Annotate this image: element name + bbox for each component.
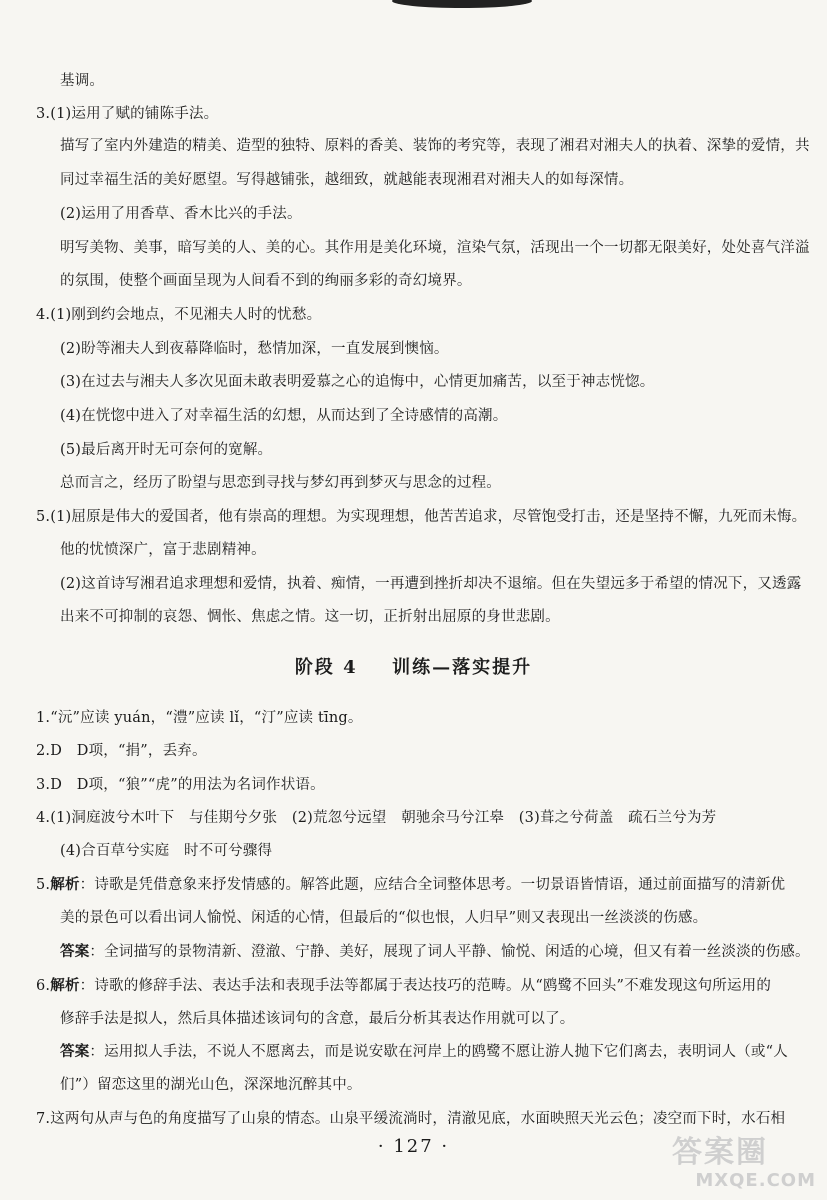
answer-3: 3.D D项，“狼”“虎”的用法为名词作状语。	[36, 777, 325, 793]
question-3-heading: 3.(1)运用了赋的铺陈手法。	[36, 106, 219, 122]
question-5-heading: 5.(1)屈原是伟大的爱国者，他有崇高的理想。为实现理想，他苦苦追求，尽管饱受打击，还是坚持不懈，九死而未悔。	[36, 509, 807, 525]
q6-answer	[60, 1042, 788, 1062]
q6-analysis: 6.解析：诗歌的修辞手法、表达手法和表现手法等都属于表达技巧的范畴。从“鸥鹭不回头”不难发现这句所运用的	[36, 977, 772, 994]
analysis-label: 解析	[50, 977, 80, 994]
answer-7: 7.这两句从声与色的角度描写了山泉的情态。山泉平缓流淌时，清澈见底，水面映照天光云色；凌空而下时，水石相	[36, 1111, 786, 1127]
text-line: 总而言之，经历了盼望与思恋到寻找与梦幻再到梦灭与思念的过程。	[60, 475, 501, 491]
text-line: 基调。	[60, 73, 105, 89]
q5-answer	[60, 942, 810, 962]
q5-analysis: 5.解析：诗歌是凭借意象来抒发情感的。解答此题，应结合全词整体思考。一切景语皆情语，通过前面描写的清新优	[36, 876, 786, 893]
answer-2: 2.D D项，“捐”，丢弃。	[36, 743, 207, 759]
answer-4: 4.(1)洞庭波兮木叶下 与佳期兮夕张 (2)荒忽兮远望 朝驰余马兮江皋 (3)葺之兮荷盖 疏石兰兮为芳	[36, 810, 717, 826]
text-line: (2)盼等湘夫人到夜幕降临时，愁情加深，一直发展到懊恼。	[60, 341, 449, 357]
text-line: (2)这首诗写湘君追求理想和爱情，执着、痴情，一再遭到挫折却决不退缩。但在失望远多于希望的情况下，又透露	[60, 576, 802, 592]
text-line: (5)最后离开时无可奈何的宽解。	[60, 442, 273, 458]
answer-text: ：全词描写的景物清新、澄澈、宁静、美好，展现了词人平静、愉悦、闲适的心境，但又有着一丝淡淡的伤感。	[89, 944, 810, 960]
q6-answer-cont: 们”）留恋这里的湖光山色，深深地沉醉其中。	[60, 1077, 362, 1093]
text-line: (4)在恍惚中进入了对幸福生活的幻想，从而达到了全诗感情的高潮。	[60, 408, 508, 424]
stage-label: 阶段 4	[294, 657, 358, 678]
scan-mark	[392, 0, 532, 8]
question-4-heading: 4.(1)刚到约会地点，不见湘夫人时的忧愁。	[36, 307, 322, 323]
text-line: (3)在过去与湘夫人多次见面未敢表明爱慕之心的追悔中，心情更加痛苦，以至于神志恍惚。	[60, 374, 655, 390]
stage-title: 训练—落实提升	[392, 657, 533, 678]
q5-analysis-cont: 美的景色可以看出词人愉悦、闲适的心情，但最后的“似也恨，人归早”则又表现出一丝淡淡的伤感。	[60, 910, 708, 926]
q6-analysis-cont: 修辞手法是拟人，然后具体描述该词句的含意，最后分析其表达作用就可以了。	[60, 1011, 575, 1027]
text-line: (2)运用了用香草、香木比兴的手法。	[60, 206, 302, 222]
answer-1: 1.“沅”应读 yuán，“澧”应读 lǐ，“汀”应读 tīng。	[36, 710, 363, 726]
analysis-text: ：诗歌的修辞手法、表达手法和表现手法等都属于表达技巧的范畴。从“鸥鹭不回头”不难发现这句所运用的	[79, 978, 772, 994]
text-line: 的氛围，使整个画面呈现为人间看不到的绚丽多彩的奇幻境界。	[60, 273, 472, 289]
page-number: · 127 ·	[377, 1136, 450, 1157]
watermark-url: MXQE.COM	[695, 1170, 816, 1191]
watermark-logo	[672, 1136, 822, 1196]
text-line: 出来不可抑制的哀怨、惆怅、焦虑之情。这一切，正折射出屈原的身世悲剧。	[60, 609, 560, 625]
text-line: 描写了室内外建造的精美、造型的独特、原料的香美、装饰的考究等，表现了湘君对湘夫人的执着、深挚的爱情，共	[60, 138, 810, 154]
answer-label: 答案	[60, 1043, 90, 1060]
text-line: 同过幸福生活的美好愿望。写得越铺张，越细致，就越能表现湘君对湘夫人的如每深情。	[60, 172, 634, 188]
analysis-label: 解析	[50, 876, 80, 893]
answer-text: ：运用拟人手法，不说人不愿离去，而是说安歇在河岸上的鸥鹭不愿让游人抛下它们离去，表明词人（或“人	[89, 1044, 788, 1060]
analysis-text: ：诗歌是凭借意象来抒发情感的。解答此题，应结合全词整体思考。一切景语皆情语，通过前面描写的清新优	[79, 877, 786, 893]
answer-4-cont: (4)合百草兮实庭 时不可兮骤得	[60, 843, 273, 859]
text-line: 明写美物、美事，暗写美的人、美的心。其作用是美化环境，渲染气氛，活现出一个一切都无限美好，处处喜气洋溢	[60, 240, 810, 256]
section-heading	[0, 653, 827, 679]
answer-label: 答案	[60, 943, 90, 960]
text-line: 他的忧愤深广，富于悲剧精神。	[60, 542, 266, 558]
watermark-text: 答案圈	[672, 1135, 768, 1170]
